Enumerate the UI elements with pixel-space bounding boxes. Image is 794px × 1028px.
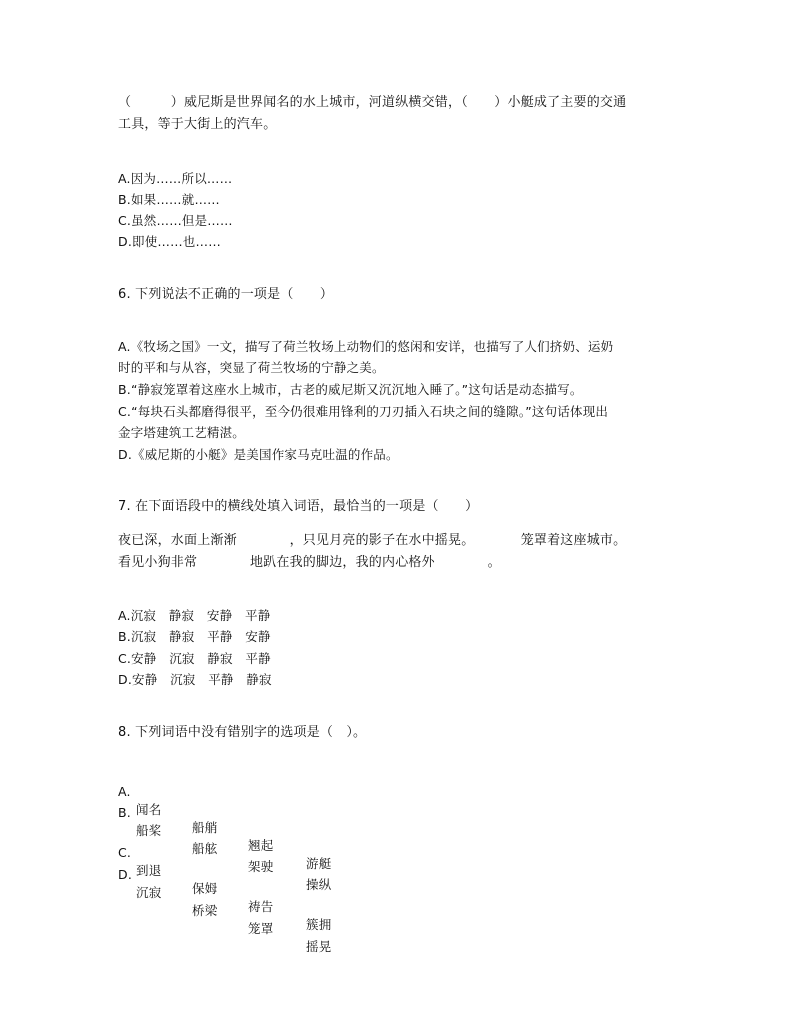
q6-option-c-line1: C.“每块石头都磨得很平，至今仍很难用锋利的刀刃插入石块之间的缝隙。”这句话体现出 bbox=[118, 404, 609, 419]
q7-option-d: D.安静 沉寂 平静 静寂 bbox=[118, 672, 272, 687]
q8-row-label: B. bbox=[118, 805, 131, 820]
q6-stem: 6. 下列说法不正确的一项是（ ） bbox=[118, 287, 334, 302]
q8-word: 保姆 bbox=[192, 881, 218, 896]
q8-word: 操纵 bbox=[306, 877, 332, 892]
q5-stem-line2: 工具，等于大街上的汽车。 bbox=[118, 117, 277, 132]
q5-option-c: C.虽然……但是…… bbox=[118, 213, 233, 228]
q6-option-a-line2: 时的平和与从容，突显了荷兰牧场的宁静之美。 bbox=[118, 360, 385, 375]
q7-passage-line2: 看见小狗非常 地趴在我的脚边，我的内心格外 。 bbox=[118, 555, 501, 570]
q7-option-a: A.沉寂 静寂 安静 平静 bbox=[118, 608, 271, 623]
q6-option-c-line2: 金字塔建筑工艺精湛。 bbox=[118, 425, 246, 440]
q7-option-c: C.安静 沉寂 静寂 平静 bbox=[118, 651, 271, 666]
q8-word: 簇拥 bbox=[306, 917, 332, 932]
q8-word: 笼罩 bbox=[248, 921, 274, 936]
q8-word: 摇晃 bbox=[306, 939, 332, 954]
q8-row-d bbox=[0, 848, 794, 974]
q8-word: 架驶 bbox=[248, 859, 274, 874]
q7-stem: 7. 在下面语段中的横线处填入词语，最恰当的一项是（ ） bbox=[118, 499, 479, 514]
q8-word: 祷告 bbox=[248, 899, 274, 914]
q8-word: 到退 bbox=[136, 863, 162, 878]
q6-option-b: B.“静寂笼罩着这座水上城市，古老的威尼斯又沉沉地入睡了。”这句话是动态描写。 bbox=[118, 382, 583, 397]
q8-word: 桥梁 bbox=[192, 903, 218, 918]
q8-word: 游艇 bbox=[306, 856, 332, 871]
q8-word: 沉寂 bbox=[136, 885, 162, 900]
q5-option-a: A.因为……所以…… bbox=[118, 171, 233, 186]
q6-option-a-line1: A.《牧场之国》一文，描写了荷兰牧场上动物们的悠闲和安详，也描写了人们挤奶、运奶 bbox=[118, 339, 614, 354]
q8-word: 船舷 bbox=[192, 841, 218, 856]
q8-row-label: C. bbox=[118, 845, 132, 860]
q6-option-d: D.《威尼斯的小艇》是美国作家马克吐温的作品。 bbox=[118, 447, 399, 462]
q7-option-b: B.沉寂 静寂 平静 安静 bbox=[118, 629, 271, 644]
q5-stem-line1: （ ）威尼斯是世界闻名的水上城市，河道纵横交错，（ ）小艇成了主要的交通 bbox=[118, 95, 627, 110]
q8-row-label: A. bbox=[118, 784, 131, 799]
q5-option-d: D.即使……也…… bbox=[118, 234, 221, 249]
q8-stem: 8. 下列词语中没有错别字的选项是（ ）。 bbox=[118, 725, 367, 740]
q7-passage-line1: 夜已深，水面上渐渐 ，只见月亮的影子在水中摇晃。 笼罩着这座城市。 bbox=[118, 533, 627, 548]
q8-row-label: D. bbox=[118, 867, 132, 882]
q8-word: 翘起 bbox=[248, 838, 274, 853]
q8-word: 闻名 bbox=[136, 802, 162, 817]
q8-word: 船艄 bbox=[192, 820, 218, 835]
q5-option-b: B.如果……就…… bbox=[118, 192, 220, 207]
q8-word: 船桨 bbox=[136, 823, 162, 838]
